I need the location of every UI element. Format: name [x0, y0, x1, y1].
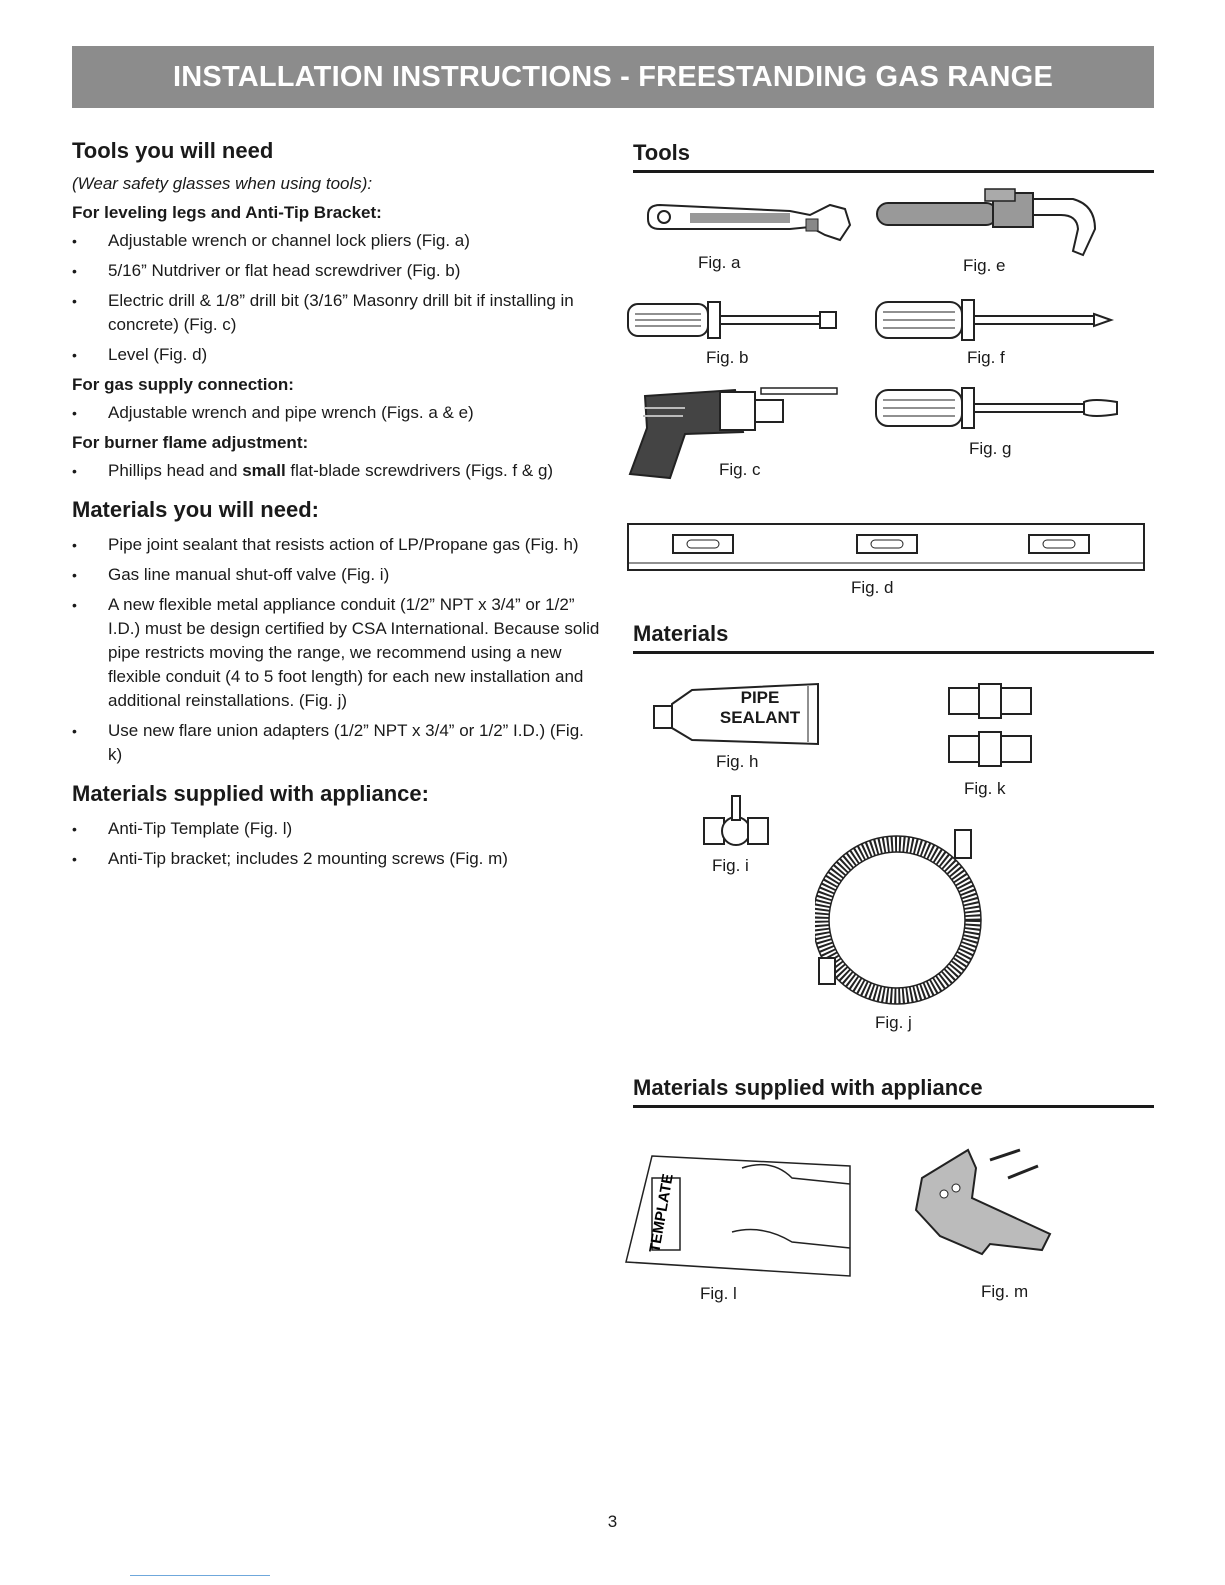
gas-supply-list [72, 401, 602, 425]
svg-text:TEMPLATE: TEMPLATE [646, 1172, 677, 1254]
materials-supplied-heading: Materials supplied with appliance: [72, 781, 429, 806]
list-item: • Adjustable wrench or channel lock pliers (Fig. a) [72, 229, 602, 253]
supplied-list [72, 817, 602, 871]
list-item: • A new flexible metal appliance conduit (1/2” NPT x 3/4” or 1/2” I.D.) must be design certified by CSA International. Because solid pipe restricts moving the range, we recommend using a new flexible conduit (4 to 5 foot length) for each new installation and additional reinstallations. (Fig. j) [72, 593, 602, 713]
anti-tip-template-icon [622, 1148, 854, 1280]
fig-g-label: Fig. g [969, 439, 1012, 458]
materials-you-will-need-heading: Materials you will need: [72, 497, 319, 522]
fig-m-label: Fig. m [981, 1282, 1029, 1301]
left-column [72, 138, 602, 879]
materials-list [72, 533, 602, 767]
nutdriver-icon [625, 298, 855, 344]
fig-b-label: Fig. b [706, 348, 749, 367]
pipe-wrench-icon [873, 185, 1103, 265]
page-title: INSTALLATION INSTRUCTIONS - FREESTANDING GAS RANGE [173, 60, 1053, 93]
flat-screwdriver-icon [873, 386, 1128, 432]
list-item: • Gas line manual shut-off valve (Fig. i) [72, 563, 602, 587]
flare-union-adapters-icon [945, 682, 1035, 772]
materials-section-heading: Materials [633, 621, 1154, 654]
shutoff-valve-icon [702, 794, 772, 850]
list-item: • Anti-Tip bracket; includes 2 mounting screws (Fig. m) [72, 847, 602, 871]
fig-j-label: Fig. j [875, 1013, 912, 1032]
gas-supply-heading: For gas supply connection: [72, 375, 294, 394]
page-title-banner [72, 46, 1154, 108]
fig-k-label: Fig. k [964, 779, 1006, 798]
list-item: • Adjustable wrench and pipe wrench (Figs. a & e) [72, 401, 602, 425]
fig-h-label: Fig. h [716, 752, 759, 771]
fig-a-label: Fig. a [698, 253, 741, 272]
fig-d-label: Fig. d [851, 578, 894, 597]
list-item: • Level (Fig. d) [72, 343, 602, 367]
list-item [72, 459, 602, 483]
fig-i-label: Fig. i [712, 856, 749, 875]
tools-section-heading: Tools [633, 140, 1154, 173]
pipe-sealant-tube [652, 682, 824, 748]
bottom-divider [130, 1575, 270, 1576]
flexible-conduit-icon [815, 828, 985, 1006]
fig-l-label: Fig. l [700, 1284, 737, 1303]
supplied-section-heading: Materials supplied with appliance [633, 1075, 1154, 1108]
burner-item-part1: Phillips head and [108, 461, 243, 480]
fig-c-label: Fig. c [719, 460, 761, 479]
burner-list [72, 459, 602, 483]
burner-heading: For burner flame adjustment: [72, 433, 309, 452]
list-item: • Use new flare union adapters (1/2” NPT x 3/4” or 1/2” I.D.) (Fig. k) [72, 719, 602, 767]
tools-you-will-need-heading: Tools you will need [72, 138, 274, 163]
list-item: • Electric drill & 1/8” drill bit (3/16” Masonry drill bit if installing in concrete) (Fig. c) [72, 289, 602, 337]
burner-item-bold: small [242, 461, 286, 480]
burner-item-part2: flat-blade screwdrivers (Figs. f & g) [285, 461, 554, 480]
safety-note: (Wear safety glasses when using tools): [72, 174, 373, 193]
list-item: • Anti-Tip Template (Fig. l) [72, 817, 602, 841]
adjustable-wrench-icon [640, 195, 860, 255]
fig-f-label: Fig. f [967, 348, 1005, 367]
sealant-label-2: SEALANT [719, 708, 801, 727]
leveling-list [72, 229, 602, 367]
sealant-label-1: PIPE [740, 688, 780, 707]
level-tool-icon [627, 523, 1145, 573]
fig-e-label: Fig. e [963, 256, 1006, 275]
leveling-heading: For leveling legs and Anti-Tip Bracket: [72, 203, 382, 222]
page-number: 3 [607, 1512, 618, 1531]
phillips-screwdriver-icon [873, 298, 1123, 344]
list-item: • Pipe joint sealant that resists action of LP/Propane gas (Fig. h) [72, 533, 602, 557]
list-item: • 5/16” Nutdriver or flat head screwdriver (Fig. b) [72, 259, 602, 283]
anti-tip-bracket-icon [910, 1138, 1070, 1266]
